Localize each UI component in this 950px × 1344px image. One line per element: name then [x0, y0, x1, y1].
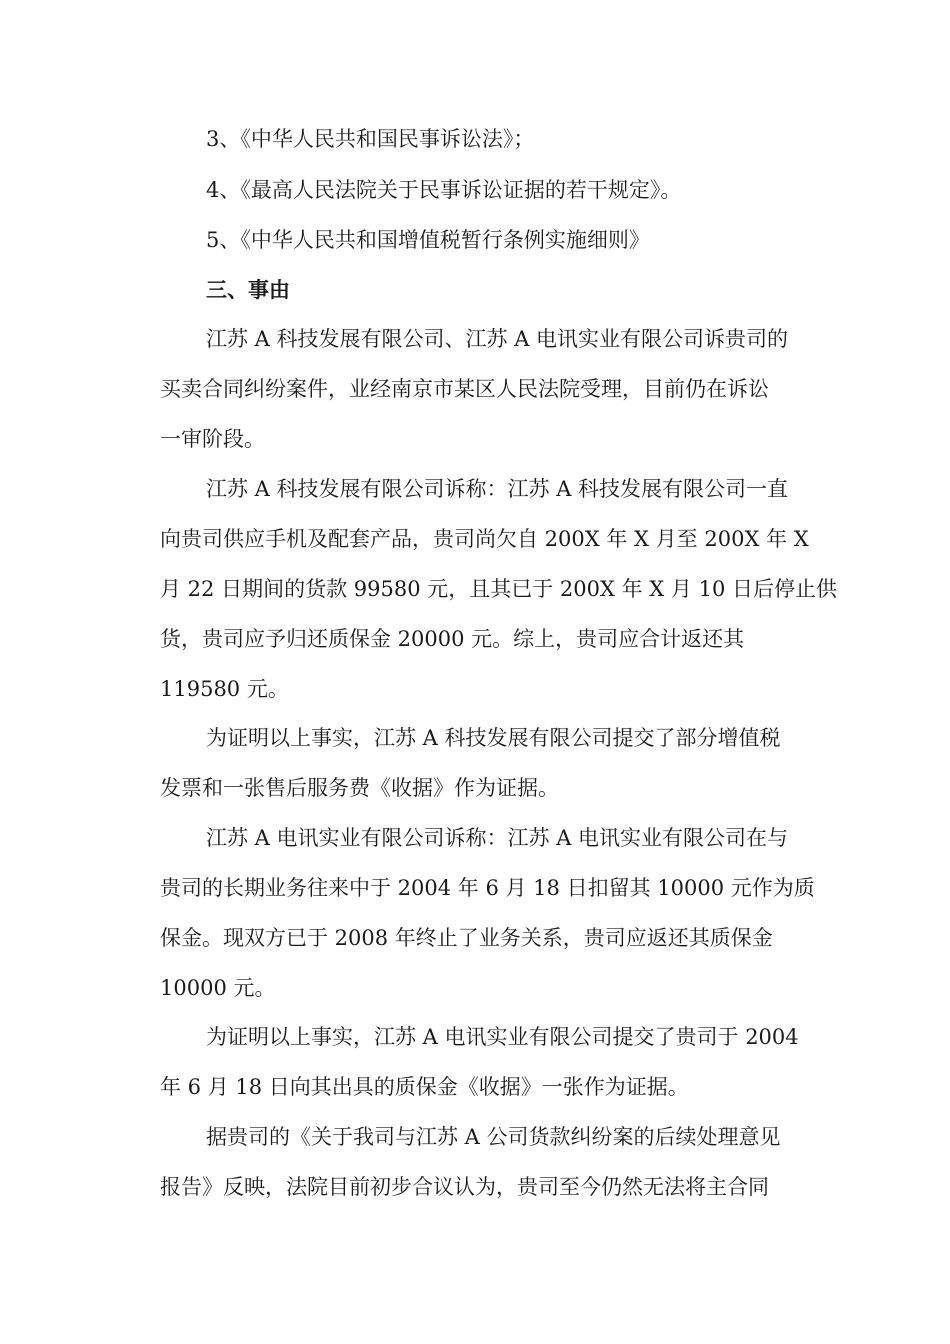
para5-line: 为证明以上事实，江苏 A 电讯实业有限公司提交了贵司于 2004	[206, 1025, 799, 1049]
para1-line: 买卖合同纠纷案件，业经南京市某区人民法院受理，目前仍在诉讼	[160, 377, 769, 401]
para4-line: 贵司的长期业务往来中于 2004 年 6 月 18 日扣留其 10000 元作为质	[160, 876, 815, 900]
para2-line: 向贵司供应手机及配套产品，贵司尚欠自 200X 年 X 月至 200X 年 X	[160, 527, 809, 551]
para6-line: 报告》反映，法院目前初步合议认为，贵司至今仍然无法将主合同	[160, 1175, 769, 1199]
para4-line: 10000 元。	[160, 976, 276, 1000]
para2-line: 江苏 A 科技发展有限公司诉称：江苏 A 科技发展有限公司一直	[206, 477, 789, 501]
para2-line: 月 22 日期间的货款 99580 元，且其已于 200X 年 X 月 10 日后停止供	[160, 577, 837, 601]
section-heading: 三、事由	[206, 278, 290, 302]
list-item-5: 5、《中华人民共和国增值税暂行条例实施细则》	[206, 228, 650, 252]
list-item-4: 4、《最高人民法院关于民事诉讼证据的若干规定》。	[206, 178, 682, 202]
para2-line: 货，贵司应予归还质保金 20000 元。综上，贵司应合计返还其	[160, 627, 745, 651]
para3-line: 发票和一张售后服务费《收据》作为证据。	[160, 776, 559, 800]
list-item-3: 3、《中华人民共和国民事诉讼法》；	[206, 127, 535, 151]
para6-line: 据贵司的《关于我司与江苏 A 公司货款纠纷案的后续处理意见	[206, 1125, 781, 1149]
para3-line: 为证明以上事实，江苏 A 科技发展有限公司提交了部分增值税	[206, 726, 781, 750]
para4-line: 江苏 A 电讯实业有限公司诉称：江苏 A 电讯实业有限公司在与	[206, 826, 789, 850]
para5-line: 年 6 月 18 日向其出具的质保金《收据》一张作为证据。	[160, 1075, 689, 1099]
para2-line: 119580 元。	[160, 677, 289, 701]
para1-line: 江苏 A 科技发展有限公司、江苏 A 电讯实业有限公司诉贵司的	[206, 327, 789, 351]
para1-line: 一审阶段。	[160, 427, 265, 451]
para4-line: 保金。现双方已于 2008 年终止了业务关系，贵司应返还其质保金	[160, 926, 773, 950]
